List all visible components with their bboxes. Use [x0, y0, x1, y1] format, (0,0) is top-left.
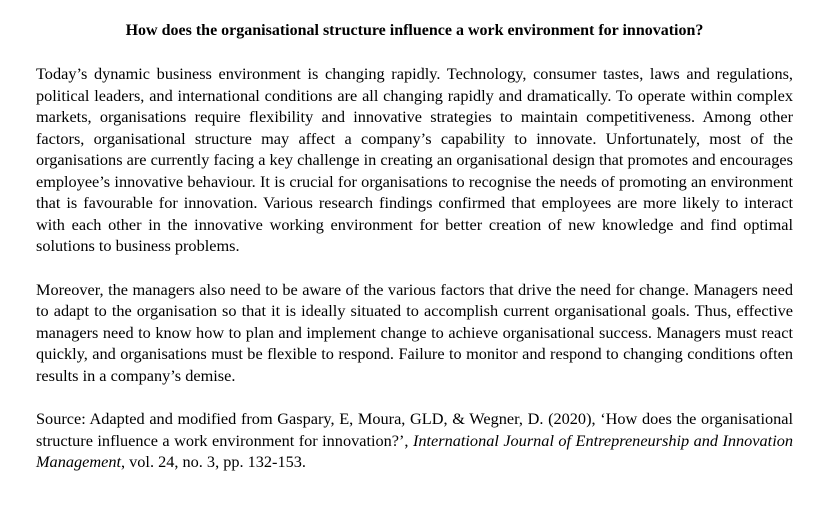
source-prefix: Source: Adapted and modified from Gaspary, E, Moura, GLD, & Wegner, D. (2020), ‘How does the organisational structure influence a work environment for innovation?’, — [36, 409, 793, 450]
document-title: How does the organisational structure influence a work environment for innovation? — [125, 22, 704, 39]
source-suffix: , vol. 24, no. 3, pp. 132-153. — [121, 452, 306, 471]
document-page — [36, 20, 793, 473]
paragraph-1: Today’s dynamic business environment is changing rapidly. Technology, consumer tastes, laws and regulations, political leaders, and international conditions are all changing rapidly and dramatically. To operate within complex markets, organisations require flexibility and innovative strategies to maintain competitiveness. Among other factors, organisational structure may affect a company’s capability to innovate. Unfortunately, most of the organisations are currently facing a key challenge in creating an organisational design that promotes and encourages employee’s innovative behaviour. It is crucial for organisations to recognise the needs of promoting an environment that is favourable for innovation. Various research findings confirmed that employees are more likely to interact with each other in the innovative working environment for better creation of new knowledge and find optimal solutions to business problems. — [36, 64, 793, 255]
source-citation — [36, 408, 793, 473]
source-journal: International Journal of Entrepreneurship and Innovation Management — [36, 430, 794, 471]
paragraph-2: Moreover, the managers also need to be aware of the various factors that drive the need for change. Managers need to adapt to the organisation so that it is ideally situated to accomplish current organisational goals. Thus, effective managers need to know how to plan and implement change to achieve organisational success. Managers must react quickly, and organisations must be flexible to respond. Failure to monitor and respond to changing conditions often results in a company’s demise. — [36, 279, 793, 385]
